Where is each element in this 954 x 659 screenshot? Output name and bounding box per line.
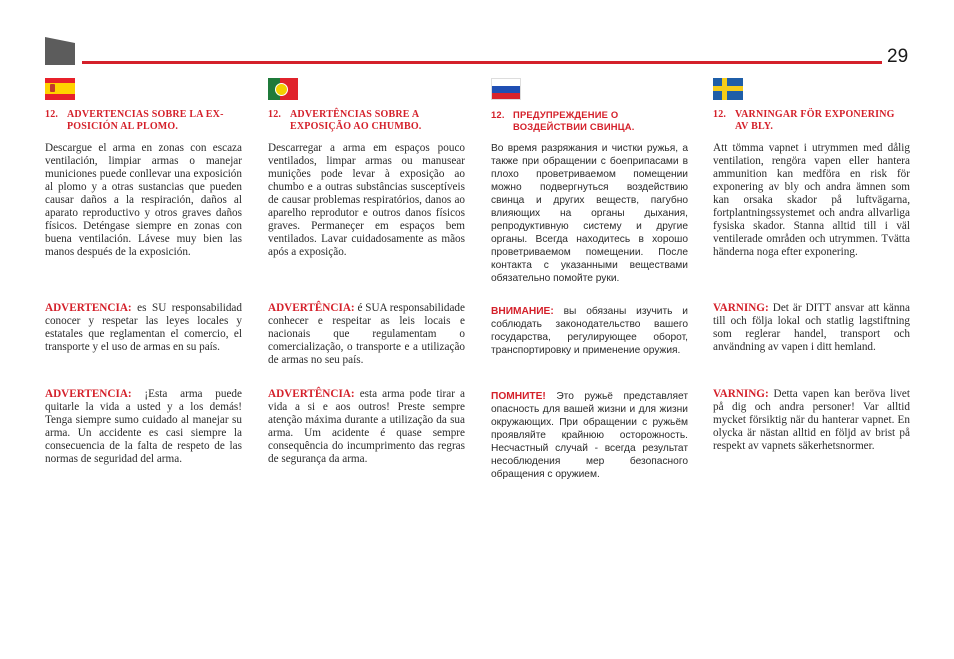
section-heading (713, 109, 910, 133)
warning-paragraph-1 (45, 302, 242, 354)
warning-text: Det är DITT ansvar att känna till och följa lokal och statlig lagstiftning som reglerar handel, transport och användning av vapen i ditt hemland. (713, 302, 910, 353)
body-paragraph: Att tömma vapnet i utrymmen med dålig ventilation, rengöra vapen eller hantera ammunition kan medföra en risk för exponering av bly och andra ämnen som kan orsaka skador på luftvägarna, fortplantningssystemet och andra allvarliga fysiska skador. Stanna alltid till i väl ventilerade områden och utrymmen. Tvätta händerna noga efter exponering. (713, 142, 910, 258)
heading-number: 12. (491, 109, 505, 120)
warning-paragraph-1 (713, 302, 910, 354)
warning-text: esta arma pode tirar a vida a si e aos outros! Preste sempre atenção máxima durante a utilização da sua arma. Um acidente é quase sempre consequência do incumprimento das regras de segurança da arma. (268, 388, 465, 465)
heading-text: ADVERTENCIAS SOBRE LA EX-POSICIÓN AL PLOMO. (67, 109, 224, 132)
warning-label: ADVERTÊNCIA: (268, 302, 355, 314)
section-heading (268, 109, 465, 133)
column-swedish (713, 78, 910, 452)
warning-label: ADVERTÊNCIA: (268, 388, 355, 400)
warning-label: VARNING: (713, 388, 769, 400)
warning-paragraph-2 (491, 390, 688, 481)
body-paragraph: Descargue el arma en zonas con escaza ventilación, limpiar armas o manejar municiones puede conllevar una exposición al plomo y a otras sustancias que pueden causar daños a la respiración, daños al aparato reproductivo y otros graves daños físicos. Deténgase siempre en zonas con buena ventilación. Lávese muy bien las manos después de la exposición. (45, 142, 242, 258)
warning-label: ВНИМАНИЕ: (491, 306, 554, 317)
spain-flag-icon (45, 78, 75, 100)
heading-text: VARNINGAR FÖR EXPONERING AV BLY. (735, 109, 895, 132)
warning-text: вы обязаны изучить и соблюдать законодательство вашего государства, регулирующее оборот, транспортировку и применение оружия. (491, 306, 688, 356)
warning-text: Это ружьё представляет опасность для вашей жизни и для жизни окружающих. При обращении с ружьём проявляйте крайнюю осторожность. Несчастный случай - всегда результат несоблюдения мер безопасного обращения с оружием. (491, 391, 688, 480)
sweden-flag-icon (713, 78, 743, 100)
chapter-tab (45, 37, 75, 65)
warning-text: ¡Esta arma puede quitarle la vida a usted y a los demás! Tenga siempre sumo cuidado al manejar su arma. Un accidente es casi siempre la consecuencia de la falta de respeto de las normas de seguridad del arma. (45, 388, 242, 465)
column-portuguese (268, 78, 465, 465)
warning-label: ADVERTENCIA: (45, 388, 132, 400)
warning-label: ADVERTENCIA: (45, 302, 132, 314)
heading-number: 12. (713, 109, 727, 120)
heading-text: ADVERTÊNCIAS SOBRE A EXPOSIÇÃO AO CHUMBO. (290, 109, 422, 132)
russia-flag-icon (491, 78, 521, 100)
warning-text: es SU responsabilidad conocer y respetar las leyes locales y estatales que reglamentan el comercio, el transporte y el uso de armas en su país. (45, 302, 242, 353)
body-paragraph: Во время разряжания и чистки ружья, а также при обращении с боеприпасами в плохо проветриваемом помещении можно подвергнуться воздействию свинца и других веществ, пагубно влияющих на органы дыхания, репродуктивную систему и другие органы. Всегда находитесь в хорошо проветриваемом помещении. После контакта с указанными веществами обязательно помойте руки. (491, 143, 688, 284)
heading-number: 12. (45, 109, 59, 120)
warning-paragraph-2 (268, 388, 465, 466)
page-number: 29 (887, 46, 909, 67)
heading-number: 12. (268, 109, 282, 120)
column-russian (491, 78, 688, 480)
section-heading (45, 109, 242, 133)
warning-paragraph-1 (491, 305, 688, 357)
portugal-flag-icon (268, 78, 298, 100)
warning-paragraph-2 (45, 388, 242, 466)
warning-paragraph-2 (713, 388, 910, 453)
header-rule (82, 61, 882, 64)
column-spanish (45, 78, 242, 465)
warning-label: ПОМНИТЕ! (491, 391, 546, 402)
warning-label: VARNING: (713, 302, 769, 314)
body-paragraph: Descarregar a arma em espaços pouco ventilados, limpar armas ou manusear munições pode levar à exposição ao chumbo e a outras substâncias susceptíveis de causar problemas respiratórios, danos ao aparelho reprodutor e outros danos físicos graves. Permaneçer em espaços bem ventilados. Lavar cuidadosamente as mãos após a exposição. (268, 142, 465, 258)
warning-paragraph-1 (268, 302, 465, 367)
heading-text: ПРЕДУПРЕЖДЕНИЕ О ВОЗДЕЙСТВИИ СВИНЦА. (513, 109, 635, 132)
section-heading (491, 109, 688, 133)
warning-text: é SUA responsabilidade conhecer e respeitar as leis locais e nacionais que regulamentam o comercialização, o transporte e a utilização de armas no seu país. (268, 302, 465, 366)
warning-text: Detta vapen kan beröva livet på dig och andra personer! Var alltid mycket försiktig när du hanterar vapnet. En olycka är nästan alltid en följd av brist på respekt av vapnets säkerhetsnormer. (713, 388, 910, 452)
